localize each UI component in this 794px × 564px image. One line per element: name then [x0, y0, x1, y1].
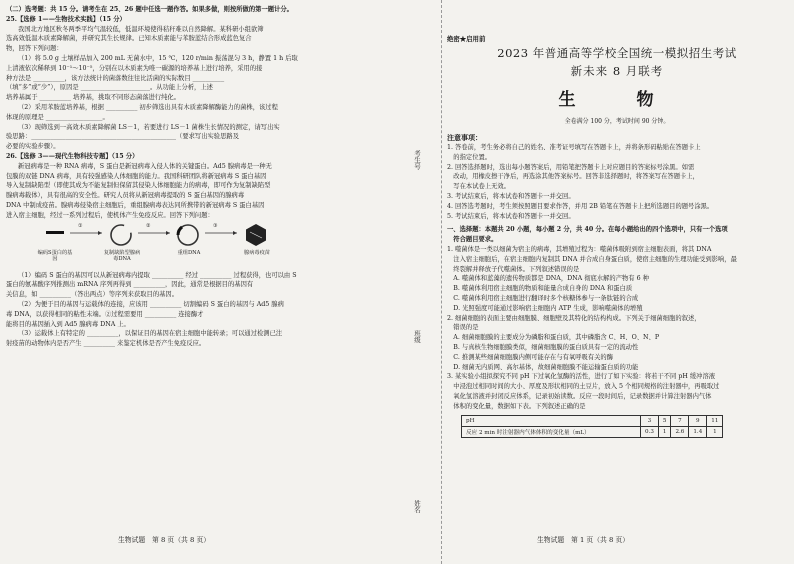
right-main	[447, 0, 787, 438]
table-head-ph: pH	[462, 415, 641, 426]
text-line: 写在本试卷上无效。	[447, 183, 510, 191]
subject-title: 生 物	[558, 90, 676, 110]
exam-subtitle: 新未来 8 月联考	[570, 64, 664, 78]
text-line: A. 噬菌体和蓝藻的遗传物质都是 DNA，DNA 彻底水解的产物有 6 种	[447, 275, 649, 283]
text-line: 导入复制缺陷型（即使其成为不能复制但保留其侵染人体细胞能力的病毒，即可作为复制缺陷型	[6, 182, 271, 190]
text-line: 1. 答卷前，考生务必将自己的姓名、准考证号填写在答题卡上，并将条形码粘贴在答题卡上	[447, 144, 701, 151]
confidential-mark: 绝密★启用前	[447, 35, 486, 43]
text-line: 错误的是	[447, 324, 479, 332]
text-line: （1）将 5.0 g 土壤样品加入 200 mL 无菌水中，15 ℃，120 r/min 振荡混匀 3 h，静置 1 h 后取	[18, 54, 298, 62]
text-line: 新冠病毒是一种 RNA 病毒，S 蛋白是新冠病毒入侵人体的关键蛋白。Ad5 腺病毒是一种无	[18, 162, 272, 170]
table-row	[462, 415, 723, 426]
arrowhead-1	[98, 231, 102, 235]
text-line: （2）采用苯胺蓝培养基，根据 __________ 初步筛选出具有木质素降解酶能力的菌株，该过程	[18, 103, 278, 111]
diagram-label-vector: 复制缺陷型腺病毒DNA	[103, 249, 141, 263]
text-line: 选高效低温木质素降解菌，并研究其生长规律。已知木质素能与苯胺蓝结合形成蓝色复合	[6, 35, 252, 43]
text-line: 毒 DNA，以获得相同的粘性末端。②过程需要用 __________ 连接酶才	[6, 310, 204, 318]
text-line: 终裂解并释放子代噬菌体。下列叙述错误的是	[447, 265, 580, 273]
text-line: C. 噬菌体利用宿主细胞进行翻译时多个核糖体参与一条肽链的合成	[447, 294, 639, 302]
notice-list	[447, 143, 787, 221]
text-line: 腺病毒载体），具有很高的安全性。研究人员将从新冠病毒提取的 S 蛋白基因的腺病毒	[6, 192, 245, 200]
table-cell: 1.4	[689, 426, 707, 437]
text-line: D. 光照强度可能通过影响宿主细胞内 ATP 生成，影响噬菌体的增殖	[447, 304, 643, 312]
text-line: 26.【选修 3——现代生物科技专题】（15 分）	[6, 152, 139, 160]
ph-data-table	[461, 415, 723, 438]
diagram-label-gene: 编码S蛋白的基因	[37, 249, 73, 263]
text-line: 蛋白的氨基酸序列推测出 mRNA 序列再得到 __________，因此，通常是根据目的基因有	[6, 281, 254, 289]
text-line: 25.【选修 1——生物技术实践】（15 分）	[6, 15, 126, 23]
right-footer: 生物试题 第 1 页（共 8 页）	[537, 536, 630, 544]
text-line: 种方法是 __________，该方法统计的菌落数往往比活菌的实际数目 __________	[6, 74, 225, 82]
side-label-exam-no: 考生号	[413, 150, 421, 170]
text-line: 必要的实验步骤）。	[6, 143, 60, 151]
section-1-title-cont: 符合题目要求。	[447, 236, 498, 244]
left-footer: 生物试题 第 8 页（共 8 页）	[118, 536, 211, 544]
text-line: 进入宿主细胞，经过一系列过程后，使机体产生免疫反应。回答下列问题：	[6, 211, 214, 219]
text-line: （2）为便于目的基因与运载体的连接，应该用 __________ 切割编码 S 蛋白的基因与 Ad5 腺病	[18, 300, 284, 308]
text-line: B. 与真核生物细胞膜类似，细菌细胞膜的蛋白质具有一定的流动性	[447, 343, 639, 351]
text-line: DNA 中制成疫苗。腺病毒侵染宿主细胞后，重组腺病毒表达同所携带的新冠病毒 S 蛋白基因	[6, 201, 265, 209]
text-line: （1）编码 S 蛋白的基因可以从新冠病毒内提取 __________ 经过 __________ 过程获得，也可以由 S	[18, 271, 297, 279]
exam-title: 2023 年普通高等学校全国统一模拟招生考试	[497, 46, 737, 60]
gene-bar	[46, 231, 64, 234]
left-text-block-2	[6, 271, 389, 349]
diagram-label-vaccine: 腺病毒疫苗	[244, 249, 270, 256]
text-line: C. 推测某些细菌细胞膜内侧可能存在与有氧呼吸有关的酶	[447, 353, 614, 361]
text-line: 3. 某实验小组拟探究不同 pH 下过氧化氢酶的活性，进行了如下实验：将若干不同 pH 缓冲溶液	[447, 373, 716, 381]
text-line: 包膜的双链 DNA 病毒，具有较强感染人体细胞的能力。我国科研团队将新冠病毒 S 蛋白基因	[6, 172, 267, 180]
text-line: 培养基属于 __________ 培养基，挑取不同形态菌落进行纯化。	[6, 94, 181, 102]
text-line: （3）现筛选到一高效木质素降解菌 LS－1，若要进行 LS－1 菌株生长情况的测定，请写出实	[18, 123, 280, 131]
table-cell: 3	[641, 415, 659, 426]
text-line: D. 细菌无内质网、高尔基体，故细菌细胞膜不能运输蛋白质的功能	[447, 363, 639, 371]
arrowhead-3	[233, 231, 237, 235]
diagram-step-2: ②	[146, 222, 151, 229]
vector-dna-circle	[111, 225, 131, 245]
diagram-step-3: ③	[213, 222, 218, 229]
text-line: 关信息，如 __________（答出两点）等序列来获取目的基因。	[6, 291, 179, 299]
text-line: 氧化氢溶液并封闭反应体系，记录初始读数。反应一段时间后，记录数据并计算注射器内气体	[447, 392, 712, 400]
text-line: 2. 细菌细胞的表面主要由细胞膜、细胞壁及其特化的结构构成。下列关于细菌细胞的叙述，	[447, 314, 701, 322]
side-label-name: 姓名	[413, 500, 421, 513]
text-line: 我国北方地区秋冬两季平均气温较低，低温环境使得秸秆难以自然降解。某科研小组欲筛	[18, 25, 264, 33]
table-cell: 1	[707, 426, 723, 437]
text-line: 上清液依次稀释到 10⁻¹～10⁻⁵，分别在以木质素为唯一碳源的培养基上进行培养，采用的接	[6, 64, 263, 72]
text-line: A. 细菌细胞膜的主要成分为磷脂和蛋白质，其中磷脂含 C、H、O、N、P	[447, 334, 660, 342]
text-line: 能将目的基因插入到 Ad5 腺病毒 DNA 上。	[6, 320, 130, 328]
table-cell: 0.3	[641, 426, 659, 437]
diagram-label-recombinant: 重组DNA	[177, 249, 201, 256]
text-line: 2. 回答选择题时，选出每小题答案后，用铅笔把答题卡上对应题目的答案标号涂黑。如需	[447, 163, 695, 171]
table-cell: 11	[707, 415, 723, 426]
table-head-volume: 反应 2 min 时注射器内气体体积的变化量（mL）	[462, 426, 641, 437]
text-line: （3）运载体上有特定的 __________，以保证目的基因在宿主细胞中能转录；可以通过检测已注	[18, 330, 283, 338]
arrowhead-2	[166, 231, 170, 235]
text-line: 5. 考试结束后，将本试卷和答题卡一并交回。	[447, 212, 575, 220]
inserted-gene-arc	[178, 227, 182, 235]
text-line: 体现的原理是 __________________。	[6, 113, 109, 121]
diagram-step-1: ①	[78, 222, 83, 229]
right-page	[397, 0, 794, 564]
binding-margin	[397, 0, 442, 564]
question-2	[447, 314, 787, 373]
text-line: B. 噬菌体利用宿主细胞的物质和能量合成自身的 DNA 和蛋白质	[447, 285, 633, 293]
table-cell: 9	[689, 415, 707, 426]
text-line: 3. 考试结束后，将本试卷和答题卡一并交回。	[447, 192, 575, 200]
text-line: 4. 回答选考题时，考生须按照题目要求作答，并用 2B 铅笔在答题卡上把所选题目的题号涂黑。	[447, 202, 714, 210]
side-label-class: 班级	[413, 330, 421, 343]
text-line: 的指定位置。	[447, 153, 492, 161]
notice-title: 注意事项：	[447, 133, 482, 142]
table-cell: 2.6	[671, 426, 689, 437]
question-1	[447, 245, 787, 314]
table-cell: 7	[671, 415, 689, 426]
text-line: 物，回答下列问题：	[6, 45, 63, 53]
text-line: 射疫苗的动物体内是否产生 __________ 来鉴定机体是否产生免疫反应。	[6, 340, 206, 348]
text-line: （填“多”或“少”），原因是 ______________________。从功能上分析，上述	[6, 84, 213, 92]
text-line: 中浸泡过相同时间的大小、厚度及形状相同的土豆片，放入 5 个相同规格的注射器中，再吸取过	[447, 383, 720, 391]
table-cell: 1	[658, 426, 671, 437]
text-line: 改动，用橡皮擦干净后，再选涂其他答案标号。回答非选择题时，将答案写在答题卡上，	[447, 173, 699, 181]
table-cell: 5	[658, 415, 671, 426]
question-3	[447, 372, 787, 411]
text-line: 体积的变化量，数据如下表。下列叙述正确的是	[447, 402, 586, 410]
text-line: 注入宿主细胞后，在宿主细胞内复制其 DNA 并合成自身蛋白质，使宿主细胞的生理功能受到影响，最	[447, 255, 737, 263]
left-text-block	[6, 5, 389, 221]
table-row	[462, 426, 723, 437]
section-1-title: 一、选择题：本题共 20 小题，每小题 2 分，共 40 分。在每小题给出的四个选项中，只有一个选项	[447, 226, 728, 234]
vaccine-construction-diagram	[6, 223, 389, 269]
text-line: 验思路：______________________________________________（要求写出实验思路及	[6, 133, 239, 141]
text-line: （二）选考题：共 15 分。请考生在 25、26 题中任选一题作答。如果多做，则按所做的第一题计分。	[6, 6, 293, 13]
score-info: 全卷满分 100 分，考试时间 90 分钟。	[564, 118, 670, 125]
text-line: 1. 噬菌体是一类以细菌为宿主的病毒，其增殖过程为：噬菌体吸附到宿主细胞表面，将其 DNA	[447, 245, 712, 253]
